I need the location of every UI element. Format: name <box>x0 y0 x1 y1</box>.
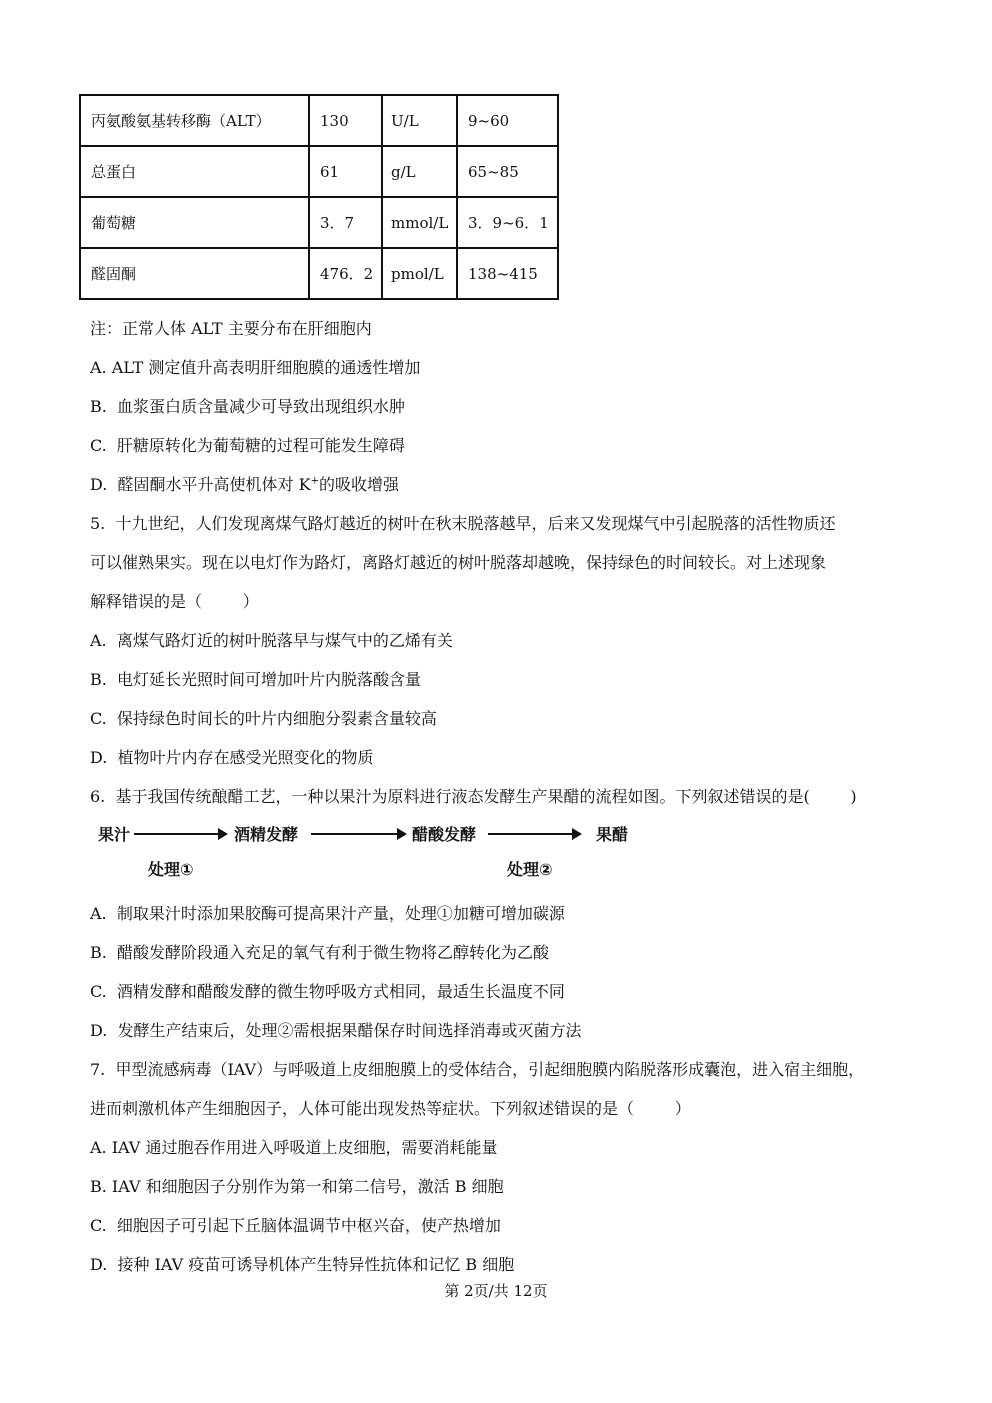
reference-range-cell: 9~60 <box>457 95 558 146</box>
test-unit-cell: mmol/L <box>382 197 457 248</box>
q4-option-b: B. 血浆蛋白质含量减少可导致出现组织水肿 <box>90 397 406 416</box>
table-row <box>80 248 558 299</box>
reference-range-cell: 3．9~6．1 <box>457 197 558 248</box>
q4-option-a: A. ALT 测定值升高表明肝细胞膜的通透性增加 <box>90 358 421 377</box>
q5-stem-line-2: 可以催熟果实。现在以电灯作为路灯，离路灯越近的树叶脱落却越晚，保持绿色的时间较长。对上述现象 <box>90 553 827 572</box>
test-name-cell: 丙氨酸氨基转移酶（ALT） <box>80 95 309 146</box>
q5-option-a: A. 离煤气路灯近的树叶脱落早与煤气中的乙烯有关 <box>90 631 453 650</box>
q5-stem-line-1: 5. 十九世纪，人们发现离煤气路灯越近的树叶在秋末脱落越早，后来又发现煤气中引起脱落的活性物质还 <box>90 514 836 533</box>
q7-option-c: C. 细胞因子可引起下丘脑体温调节中枢兴奋，使产热增加 <box>90 1216 501 1235</box>
test-name-cell: 醛固酮 <box>80 248 309 299</box>
q7-option-a: A. IAV 通过胞吞作用进入呼吸道上皮细胞，需要消耗能量 <box>90 1138 498 1157</box>
table-note: 注：正常人体 ALT 主要分布在肝细胞内 <box>90 319 372 338</box>
q7-stem-line-2: 进而刺激机体产生细胞因子，人体可能出现发热等症状。下列叙述错误的是（ ） <box>90 1099 691 1118</box>
test-unit-cell: pmol/L <box>382 248 457 299</box>
test-unit-cell: U/L <box>382 95 457 146</box>
table-row <box>80 95 558 146</box>
q5-stem-line-3: 解释错误的是（ ） <box>90 592 259 611</box>
flow-node-fruit-vinegar: 果醋 <box>596 825 629 844</box>
flow-label-treatment-2: 处理② <box>507 860 553 879</box>
q5-option-b: B. 电灯延长光照时间可增加叶片内脱落酸含量 <box>90 670 422 689</box>
table-row <box>80 197 558 248</box>
q6-option-c: C. 酒精发酵和醋酸发酵的微生物呼吸方式相同，最适生长温度不同 <box>90 982 565 1001</box>
flow-node-alcohol-fermentation: 酒精发酵 <box>234 825 299 844</box>
reference-range-cell: 65~85 <box>457 146 558 197</box>
q6-stem: 6. 基于我国传统酿醋工艺，一种以果汁为原料进行液态发酵生产果醋的流程如图。下列叙述错误的是( ) <box>90 787 857 806</box>
test-value-cell: 3．7 <box>309 197 382 248</box>
test-value-cell: 61 <box>309 146 382 197</box>
lab-results-table <box>79 94 559 300</box>
page-footer: 第 2页/共 12页 <box>444 1282 548 1300</box>
q6-option-a: A. 制取果汁时添加果胶酶可提高果汁产量，处理①加糖可增加碳源 <box>90 904 565 923</box>
flow-node-acetic-fermentation: 醋酸发酵 <box>412 825 477 844</box>
reference-range-cell: 138~415 <box>457 248 558 299</box>
q4-option-c: C. 肝糖原转化为葡萄糖的过程可能发生障碍 <box>90 436 405 455</box>
q4-option-d-text: D. 醛固酮水平升高使机体对 K <box>90 475 311 494</box>
test-unit-cell: g/L <box>382 146 457 197</box>
test-name-cell: 总蛋白 <box>80 146 309 197</box>
q6-option-d: D. 发酵生产结束后，处理②需根据果醋保存时间选择消毒或灭菌方法 <box>90 1021 582 1040</box>
q7-option-b: B. IAV 和细胞因子分别作为第一和第二信号，激活 B 细胞 <box>90 1177 504 1196</box>
test-value-cell: 476．2 <box>309 248 382 299</box>
q5-option-d: D. 植物叶片内存在感受光照变化的物质 <box>90 748 374 767</box>
table-row <box>80 146 558 197</box>
flow-node-juice: 果汁 <box>98 825 131 844</box>
q5-option-c: C. 保持绿色时间长的叶片内细胞分裂素含量较高 <box>90 709 437 728</box>
flow-arrow-1 <box>134 833 226 835</box>
flow-arrow-3 <box>488 833 580 835</box>
superscript-plus: + <box>310 475 319 487</box>
q6-option-b: B. 醋酸发酵阶段通入充足的氧气有利于微生物将乙醇转化为乙酸 <box>90 943 550 962</box>
flow-arrow-2 <box>311 833 405 835</box>
flow-label-treatment-1: 处理① <box>148 860 194 879</box>
q4-option-d <box>90 472 399 495</box>
q7-option-d: D. 接种 IAV 疫苗可诱导机体产生特异性抗体和记忆 B 细胞 <box>90 1255 515 1274</box>
q7-stem-line-1: 7. 甲型流感病毒（IAV）与呼吸道上皮细胞膜上的受体结合，引起细胞膜内陷脱落形成囊泡，进入宿主细胞， <box>90 1060 865 1079</box>
test-value-cell: 130 <box>309 95 382 146</box>
test-name-cell: 葡萄糖 <box>80 197 309 248</box>
q4-option-d-tail: 的吸收增强 <box>318 475 399 494</box>
